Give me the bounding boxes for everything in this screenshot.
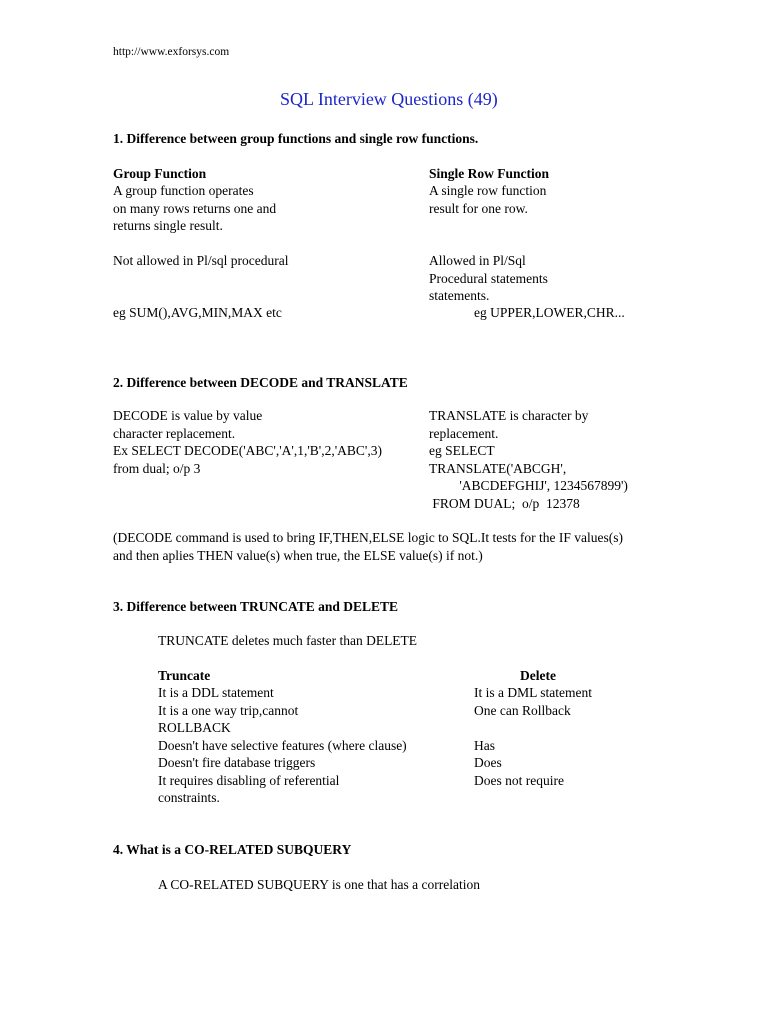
- question-3-heading: 3. Difference between TRUNCATE and DELETE: [113, 599, 399, 614]
- decode-description: [113, 407, 382, 477]
- text-line: returns single result.: [113, 218, 223, 233]
- text-line: result for one row.: [429, 200, 528, 216]
- text-line: Procedural statements: [429, 270, 548, 286]
- question-4-heading: 4. What is a CO-RELATED SUBQUERY: [113, 842, 352, 857]
- single-row-function-example: eg UPPER,LOWER,CHR...: [474, 305, 625, 320]
- single-row-function-plsql: [429, 252, 548, 305]
- text-line: It is a DDL statement: [158, 685, 274, 700]
- text-line: DECODE is value by value: [113, 408, 263, 423]
- text-line: Does: [474, 755, 502, 770]
- page-title: SQL Interview Questions (49): [280, 89, 498, 109]
- decode-note: [113, 529, 623, 564]
- text-line: Ex SELECT DECODE('ABC','A',1,'B',2,'ABC',3): [113, 443, 382, 458]
- single-row-function-header: Single Row Function: [429, 166, 550, 181]
- text-line: replacement.: [429, 425, 499, 441]
- text-line: from dual; o/p 3: [113, 460, 201, 476]
- text-line: Has: [474, 737, 495, 753]
- text-line: character replacement.: [113, 425, 236, 441]
- text-line: TRANSLATE is character by: [429, 408, 589, 423]
- text-line: ROLLBACK: [158, 720, 231, 735]
- text-line: A group function operates: [113, 183, 254, 198]
- text-line: and then aplies THEN value(s) when true, the ELSE value(s) if not.): [113, 547, 483, 563]
- text-line: (DECODE command is used to bring IF,THEN,ELSE logic to SQL.It tests for the IF values(s): [113, 530, 623, 545]
- corelated-subquery-text: A CO-RELATED SUBQUERY is one that has a correlation: [158, 877, 480, 892]
- text-line: A single row function: [429, 183, 547, 198]
- text-line: Doesn't fire database triggers: [158, 755, 316, 770]
- text-line: 'ABCDEFGHIJ', 1234567899'): [429, 478, 628, 493]
- group-function-example: eg SUM(),AVG,MIN,MAX etc: [113, 305, 282, 320]
- group-function-description: [113, 182, 276, 235]
- text-line: TRANSLATE('ABCGH',: [429, 460, 567, 476]
- text-line: One can Rollback: [474, 702, 571, 718]
- question-2-heading: 2. Difference between DECODE and TRANSLATE: [113, 375, 408, 390]
- question-1-heading: 1. Difference between group functions and single row functions.: [113, 131, 479, 146]
- text-line: FROM DUAL; o/p 12378: [429, 495, 580, 511]
- text-line: statements.: [429, 288, 490, 303]
- text-line: Allowed in Pl/Sql: [429, 253, 526, 268]
- text-line: It requires disabling of referential: [158, 772, 340, 788]
- delete-header: Delete: [520, 668, 556, 683]
- group-function-plsql: Not allowed in Pl/sql procedural: [113, 253, 289, 268]
- translate-description: [429, 407, 628, 512]
- truncate-header: Truncate: [158, 668, 211, 683]
- source-url[interactable]: http://www.exforsys.com: [113, 46, 230, 58]
- single-row-function-description: [429, 182, 546, 217]
- text-line: Doesn't have selective features (where clause): [158, 737, 407, 753]
- truncate-points: [158, 684, 407, 807]
- text-line: constraints.: [158, 790, 220, 805]
- group-function-header: Group Function: [113, 166, 207, 181]
- delete-points: [474, 684, 592, 789]
- truncate-intro: TRUNCATE deletes much faster than DELETE: [158, 633, 418, 648]
- text-line: Does not require: [474, 772, 564, 788]
- text-line: on many rows returns one and: [113, 200, 277, 216]
- text-line: It is a one way trip,cannot: [158, 702, 299, 718]
- text-line: [474, 719, 592, 737]
- text-line: It is a DML statement: [474, 685, 592, 700]
- text-line: eg SELECT: [429, 443, 495, 458]
